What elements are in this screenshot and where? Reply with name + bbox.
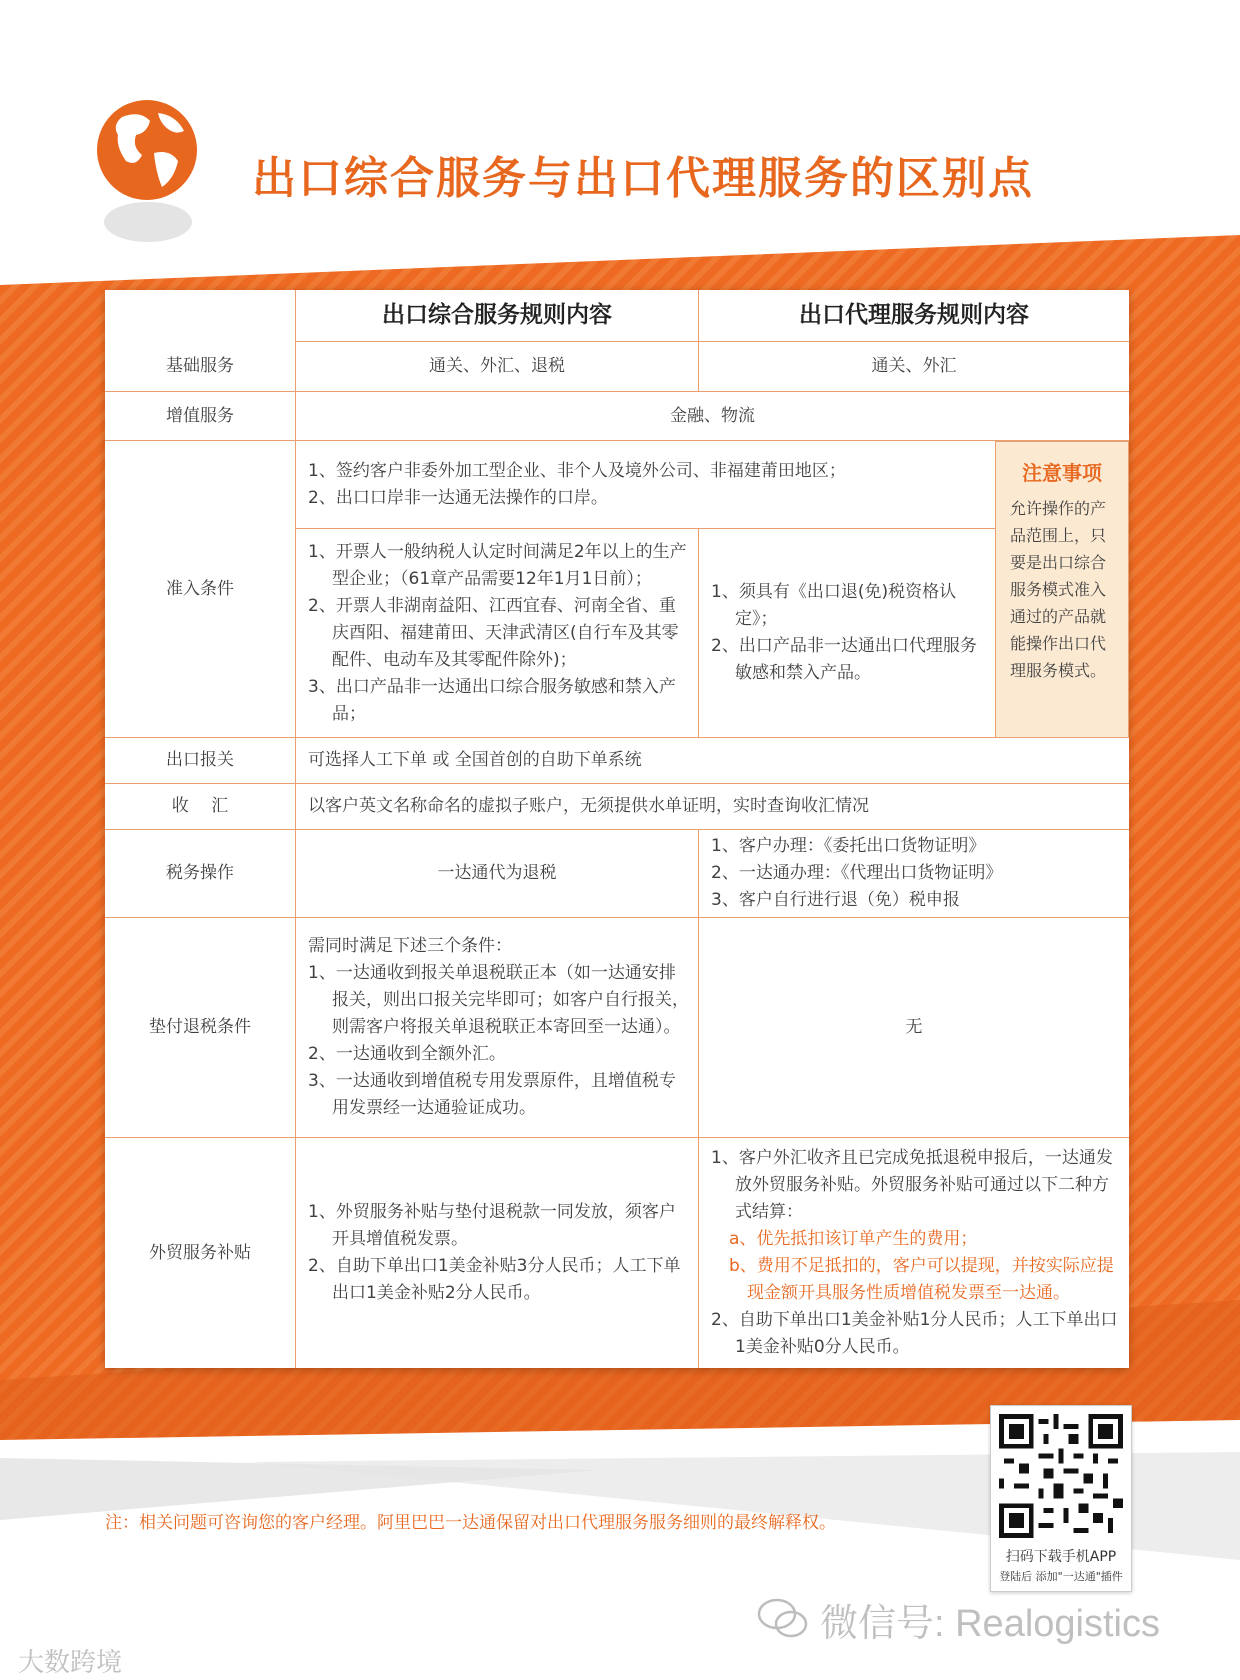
list-item: 2、开票人非湖南益阳、江西宜春、河南全省、重庆酉阳、福建莆田、天津武清区(自行车及其零配件、电动车及其零配件除外)； bbox=[308, 595, 679, 670]
list-item: 3、出口产品非一达通出口综合服务敏感和禁入产品； bbox=[308, 676, 676, 724]
list-item: 2、一达通办理：《代理出口货物证明》 bbox=[711, 863, 1003, 883]
header-col1: 出口综合服务规则内容 bbox=[295, 290, 698, 342]
row-label-basic: 基础服务 bbox=[105, 342, 295, 392]
qr-subcaption: 登陆后 添加"一达通"插件 bbox=[999, 1570, 1123, 1583]
subsidy-col2 bbox=[698, 1138, 1129, 1368]
list-item: 1、签约客户非委外加工型企业、非个人及境外公司、非福建莆田地区； bbox=[308, 460, 846, 481]
row-label-tax: 税务操作 bbox=[105, 830, 295, 918]
qr-caption: 扫码下载手机APP bbox=[1005, 1549, 1117, 1565]
basic-col1: 通关、外汇、退税 bbox=[295, 342, 698, 392]
notice-body: 允许操作的产品范围上，只要是出口综合服务模式准入通过的产品就能操作出口代理服务模式。 bbox=[1010, 499, 1107, 680]
list-item: 1、一达通收到报关单退税联正本（如一达通安排报关，则出口报关完毕即可；如客户自行报关，则需客户将报关单退税联正本寄回至一达通）。 bbox=[308, 963, 689, 1037]
customs-value: 可选择人工下单 或 全国首创的自助下单系统 bbox=[295, 738, 1129, 784]
row-label-advance: 垫付退税条件 bbox=[105, 918, 295, 1138]
wechat-icon bbox=[755, 1596, 811, 1640]
list-item: 1、须具有《出口退(免)税资格认定》； bbox=[711, 582, 957, 629]
qr-code-card[interactable] bbox=[990, 1405, 1132, 1592]
list-item: 1、客户外汇收齐且已完成免抵退税申报后，一达通发放外贸服务补贴。外贸服务补贴可通过以下二种方式结算： bbox=[711, 1148, 1113, 1222]
list-item-sub: b、费用不足抵扣的，客户可以提现，并按实际应提现金额开具服务性质增值税发票至一达通。 bbox=[729, 1256, 1114, 1303]
list-item: 2、自助下单出口1美金补贴3分人民币；人工下单出口1美金补贴2分人民币。 bbox=[308, 1256, 681, 1303]
list-item: 3、客户自行进行退（免）税申报 bbox=[711, 890, 960, 910]
brand-watermark: 大数跨境 bbox=[18, 1648, 123, 1678]
value-added-value: 金融、物流 bbox=[295, 392, 1129, 441]
admission-col1 bbox=[295, 529, 698, 738]
notice-title: 注意事项 bbox=[1022, 461, 1102, 485]
row-label-customs: 出口报关 bbox=[105, 738, 295, 784]
tax-col2 bbox=[698, 830, 1129, 918]
advance-col1 bbox=[295, 918, 698, 1138]
basic-col2: 通关、外汇 bbox=[698, 342, 1129, 392]
list-item: 2、自助下单出口1美金补贴1分人民币；人工下单出口1美金补贴0分人民币。 bbox=[711, 1310, 1118, 1357]
list-item: 2、出口产品非一达通出口代理服务敏感和禁入产品。 bbox=[711, 636, 977, 683]
advance-intro: 需同时满足下述三个条件： bbox=[308, 936, 512, 956]
admission-col2 bbox=[698, 529, 995, 738]
row-label-subsidy: 外贸服务补贴 bbox=[149, 1242, 251, 1263]
qr-code-icon bbox=[999, 1414, 1123, 1538]
page-title: 出口综合服务与出口代理服务的区别点 bbox=[252, 153, 1034, 204]
list-item-sub: a、优先抵扣该订单产生的费用； bbox=[729, 1229, 978, 1249]
globe-icon bbox=[92, 95, 202, 205]
header-col2: 出口代理服务规则内容 bbox=[698, 290, 1129, 342]
list-item: 1、客户办理：《委托出口货物证明》 bbox=[711, 836, 986, 856]
wechat-watermark: 微信号: Realogistics bbox=[820, 1603, 1160, 1645]
advance-col2: 无 bbox=[698, 918, 1129, 1138]
subsidy-col1 bbox=[295, 1138, 698, 1368]
list-item: 2、出口口岸非一达通无法操作的口岸。 bbox=[308, 487, 608, 508]
globe-reflection bbox=[98, 200, 198, 260]
notice-box bbox=[995, 441, 1129, 738]
row-label-collection: 收 汇 bbox=[105, 784, 295, 830]
comparison-table bbox=[105, 290, 1129, 1368]
footnote: 注：相关问题可咨询您的客户经理。阿里巴巴一达通保留对出口代理服务服务细则的最终解释权。 bbox=[105, 1513, 836, 1533]
collection-value: 以客户英文名称命名的虚拟子账户，无须提供水单证明，实时查询收汇情况 bbox=[295, 784, 1129, 830]
list-item: 1、开票人一般纳税人认定时间满足2年以上的生产型企业；（61章产品需要12年1月1日前）； bbox=[308, 541, 687, 589]
list-item: 1、外贸服务补贴与垫付退税款一同发放，须客户开具增值税发票。 bbox=[308, 1202, 676, 1249]
tax-col1: 一达通代为退税 bbox=[295, 830, 698, 918]
list-item: 2、一达通收到全额外汇。 bbox=[308, 1044, 506, 1064]
row-label-value-added: 增值服务 bbox=[105, 392, 295, 441]
row-label-admission: 准入条件 bbox=[105, 441, 295, 738]
list-item: 3、一达通收到增值税专用发票原件，且增值税专用发票经一达通验证成功。 bbox=[308, 1071, 676, 1118]
admission-common bbox=[295, 441, 995, 529]
